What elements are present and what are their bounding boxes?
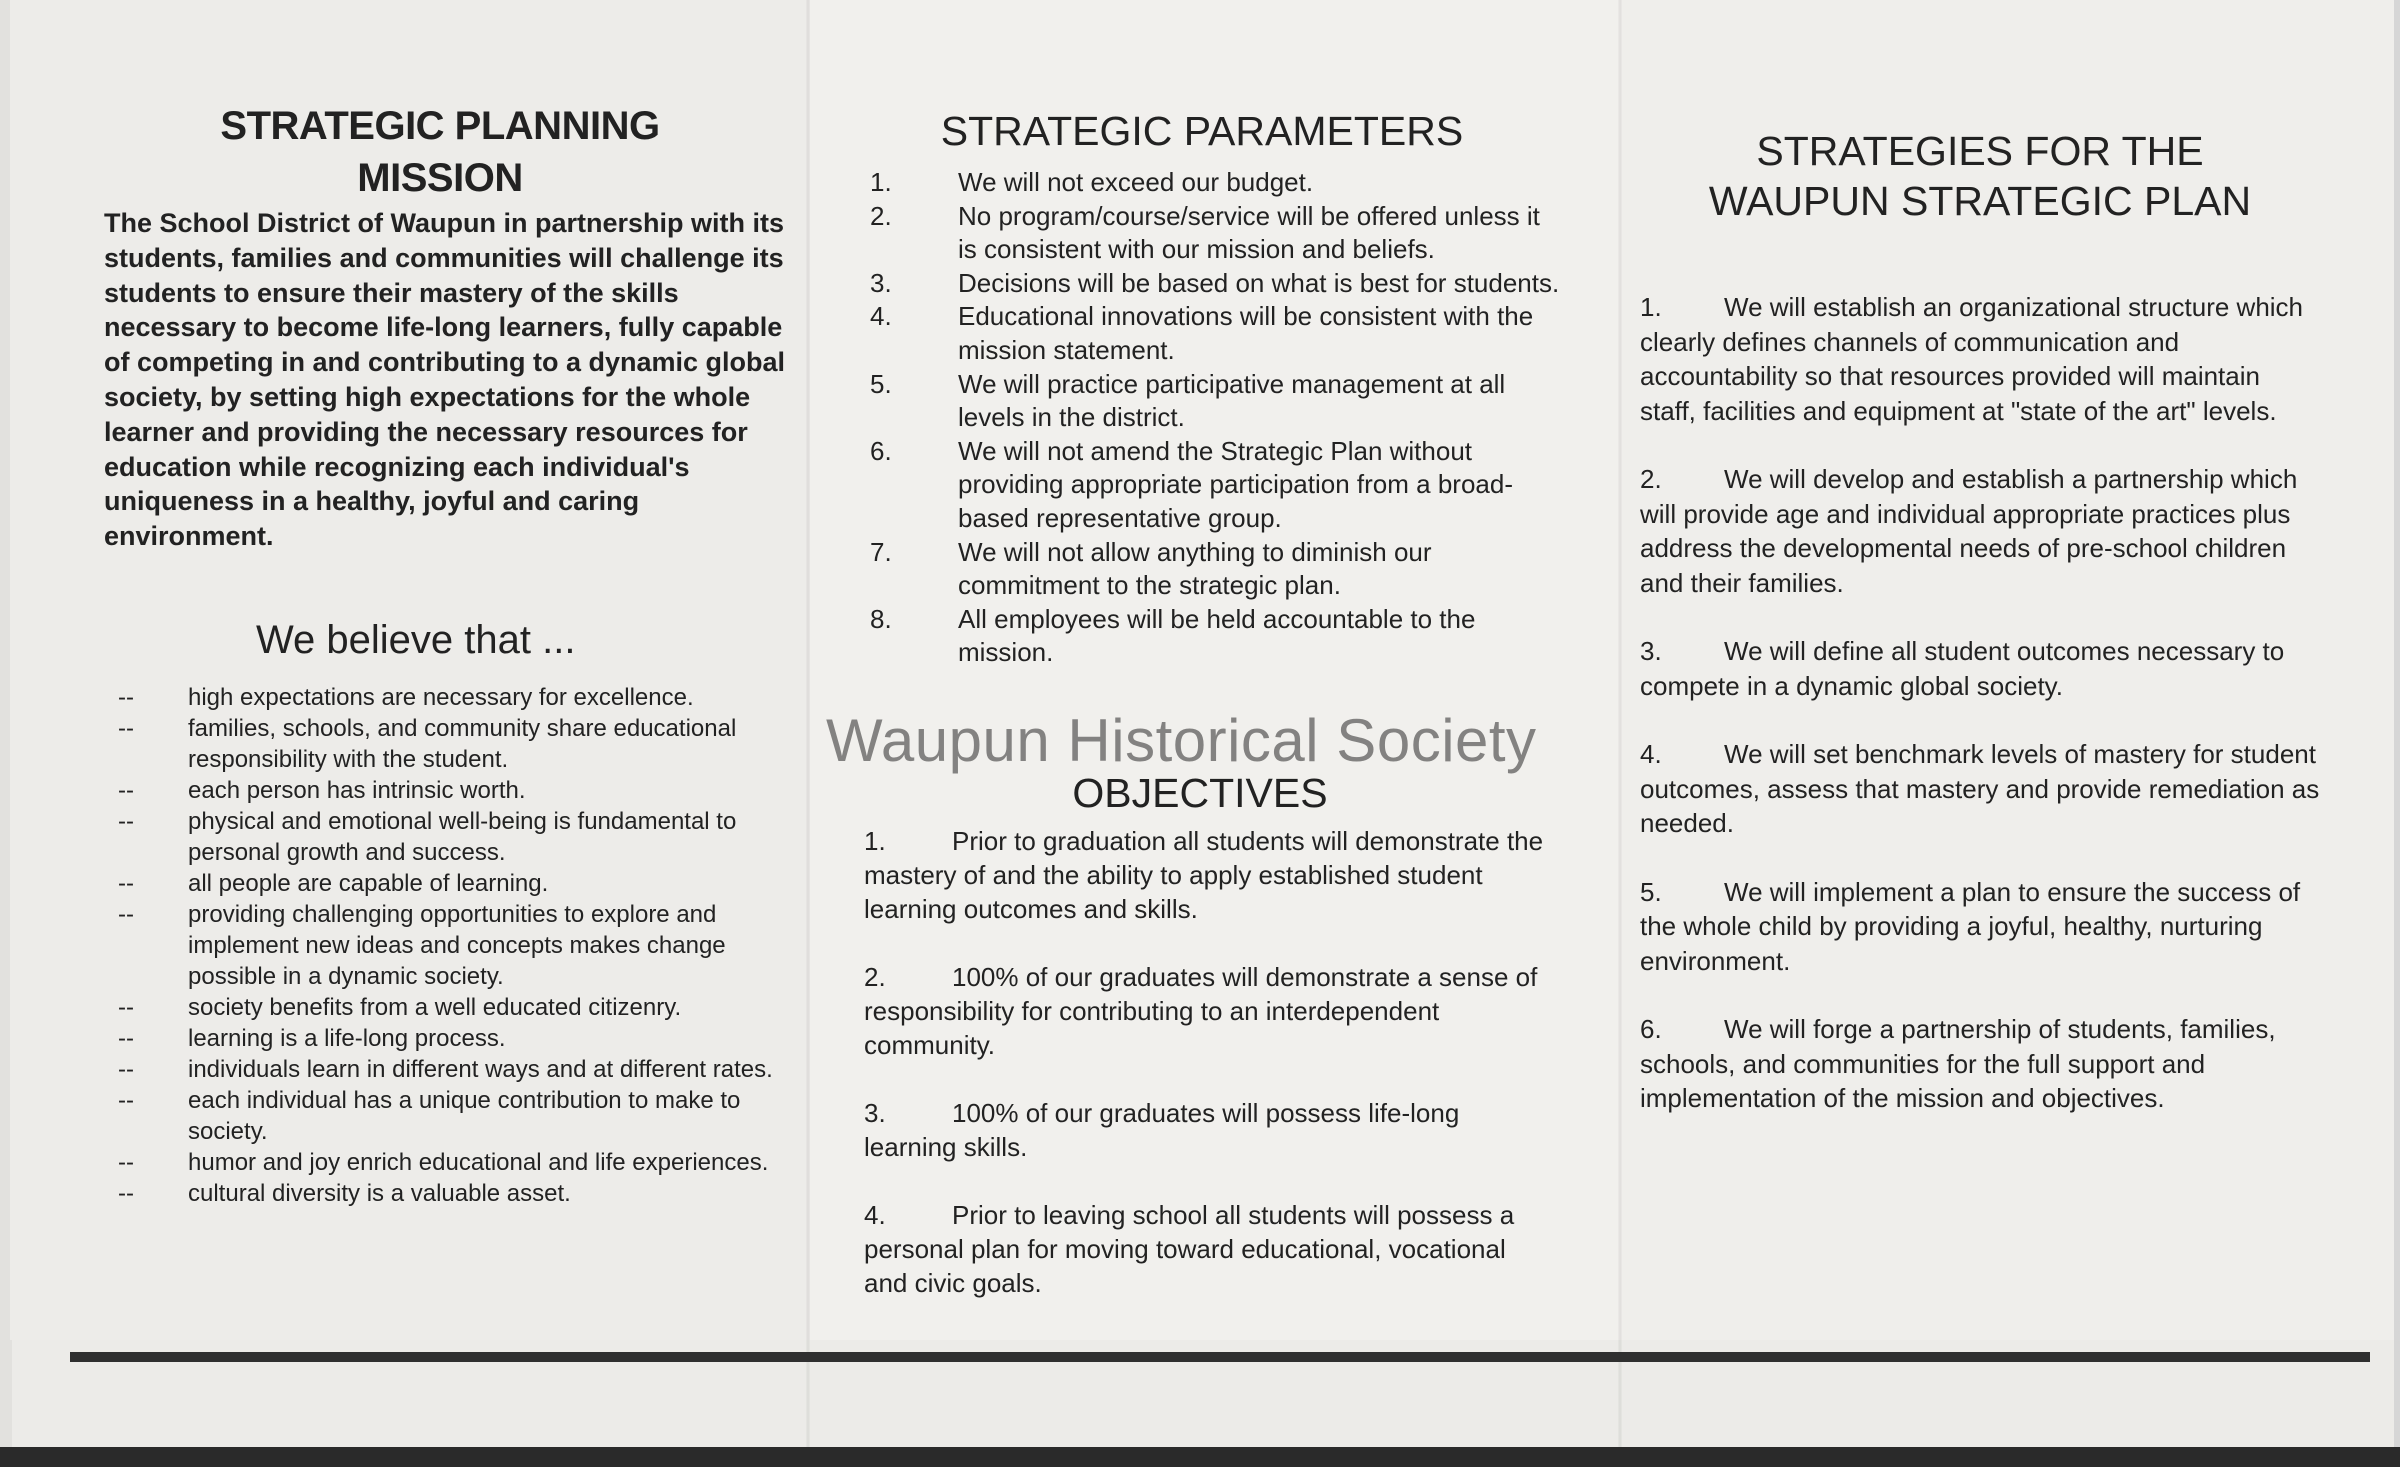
paper-edge-right bbox=[2394, 0, 2400, 1447]
objective-item: 2. 100% of our graduates will demonstrate a sense of responsibility for contributing to an interdependent community. bbox=[864, 962, 1538, 1060]
parameter-item: 1. We will not exceed our budget. bbox=[870, 167, 1314, 197]
parameter-item: 4. Educational innovations will be consistent with the mission statement. bbox=[870, 301, 1534, 365]
strategies-title-line1: STRATEGIES FOR THE bbox=[1756, 128, 2204, 174]
dash-marker: -- bbox=[118, 715, 134, 742]
belief-item: -- families, schools, and community share educational responsibility with the student. bbox=[118, 715, 737, 773]
belief-item: -- individuals learn in different ways and at different rates. bbox=[118, 1056, 773, 1083]
dash-marker: -- bbox=[118, 684, 134, 711]
mission-title-line1: STRATEGIC PLANNING bbox=[220, 104, 660, 148]
dash-marker: -- bbox=[118, 1087, 134, 1114]
dash-marker: -- bbox=[118, 994, 134, 1021]
beliefs-list bbox=[112, 682, 782, 1209]
belief-item: -- physical and emotional well-being is fundamental to personal growth and success. bbox=[118, 808, 737, 866]
mission-title bbox=[120, 100, 760, 204]
belief-item: -- learning is a life-long process. bbox=[118, 1025, 506, 1052]
dash-marker: -- bbox=[118, 1025, 134, 1052]
belief-item: -- cultural diversity is a valuable asset. bbox=[118, 1180, 571, 1207]
strategy-item: 6. We will forge a partnership of students, families, schools, and communities for the full support and implementation of the mission and objectives. bbox=[1640, 1014, 2276, 1113]
parameter-item: 8. All employees will be held accountable to the mission. bbox=[870, 603, 1476, 668]
strategies-list bbox=[1640, 290, 2320, 1150]
parameter-item: 6. We will not amend the Strategic Plan without providing appropriate participation from a broad-based representative group. bbox=[870, 435, 1513, 533]
strategy-item: 3. We will define all student outcomes necessary to compete in a dynamic global society. bbox=[1640, 636, 2285, 701]
strategy-item: 5. We will implement a plan to ensure the success of the whole child by providing a joyful, healthy, nurturing environment. bbox=[1640, 876, 2301, 976]
beliefs-title: We believe that ... bbox=[256, 618, 576, 662]
parameter-item: 5. We will practice participative management at all levels in the district. bbox=[870, 368, 1506, 433]
bottom-rule bbox=[70, 1352, 2370, 1362]
dash-marker: -- bbox=[118, 808, 134, 835]
strategies-title-line2: WAUPUN STRATEGIC PLAN bbox=[1708, 178, 2252, 224]
belief-item: -- each person has intrinsic worth. bbox=[118, 777, 526, 804]
dash-marker: -- bbox=[118, 901, 134, 928]
objectives-list bbox=[864, 824, 1554, 1334]
dash-marker: -- bbox=[118, 1149, 134, 1176]
parameters-list bbox=[862, 166, 1562, 670]
belief-item: -- society benefits from a well educated citizenry. bbox=[118, 994, 682, 1021]
dash-marker: -- bbox=[118, 1056, 134, 1083]
belief-item: -- all people are capable of learning. bbox=[118, 870, 549, 897]
belief-item: -- providing challenging opportunities to explore and implement new ideas and concepts makes change possible in a dynamic society. bbox=[118, 901, 726, 990]
belief-item: -- each individual has a unique contribution to make to society. bbox=[118, 1087, 741, 1145]
strategy-item: 1. We will establish an organizational structure which clearly defines channels of communication and accountability so that resources provided will maintain staff, facilities and equipment at "state of the art" levels. bbox=[1640, 292, 2304, 426]
mission-title-line2: MISSION bbox=[357, 156, 523, 200]
fold-line bbox=[806, 0, 810, 1447]
strategies-title bbox=[1660, 126, 2300, 226]
dash-marker: -- bbox=[118, 777, 134, 804]
strategy-item: 2. We will develop and establish a partnership which will provide age and individual appropriate practices plus address the developmental needs of pre-school children and their families. bbox=[1640, 464, 2298, 598]
parameter-item: 7. We will not allow anything to diminish our commitment to the strategic plan. bbox=[870, 536, 1432, 601]
parameters-title: STRATEGIC PARAMETERS bbox=[940, 108, 1464, 154]
parameter-item: 3. Decisions will be based on what is best for students. bbox=[870, 267, 1560, 298]
objective-item: 1. Prior to graduation all students will demonstrate the mastery of and the ability to apply established student learning outcomes and skills. bbox=[864, 826, 1544, 924]
objectives-title: OBJECTIVES bbox=[1072, 770, 1328, 816]
objective-item: 3. 100% of our graduates will possess life-long learning skills. bbox=[864, 1098, 1460, 1162]
dash-marker: -- bbox=[118, 870, 134, 897]
belief-item: -- humor and joy enrich educational and life experiences. bbox=[118, 1149, 769, 1176]
belief-item: -- high expectations are necessary for excellence. bbox=[118, 684, 694, 711]
mission-statement: The School District of Waupun in partnership with its students, families and communities will challenge its students to ensure their mastery of the skills necessary to become life-long learners, fully capable of competing in and contributing to a dynamic global society, by setting high expectations for the whole learner and providing the necessary resources for education while recognizing each individual's uniqueness in a healthy, joyful and caring environment. bbox=[104, 208, 785, 552]
parameter-item: 2. No program/course/service will be offered unless it is consistent with our mission and beliefs. bbox=[870, 200, 1540, 265]
objective-item: 4. Prior to leaving school all students will possess a personal plan for moving toward educational, vocational and civic goals. bbox=[864, 1200, 1515, 1298]
fold-line bbox=[1618, 0, 1622, 1447]
dash-marker: -- bbox=[118, 1180, 134, 1207]
watermark: Waupun Historical Society bbox=[826, 707, 1537, 774]
strategy-item: 4. We will set benchmark levels of mastery for student outcomes, assess that mastery and provide remediation as needed. bbox=[1640, 739, 2320, 838]
